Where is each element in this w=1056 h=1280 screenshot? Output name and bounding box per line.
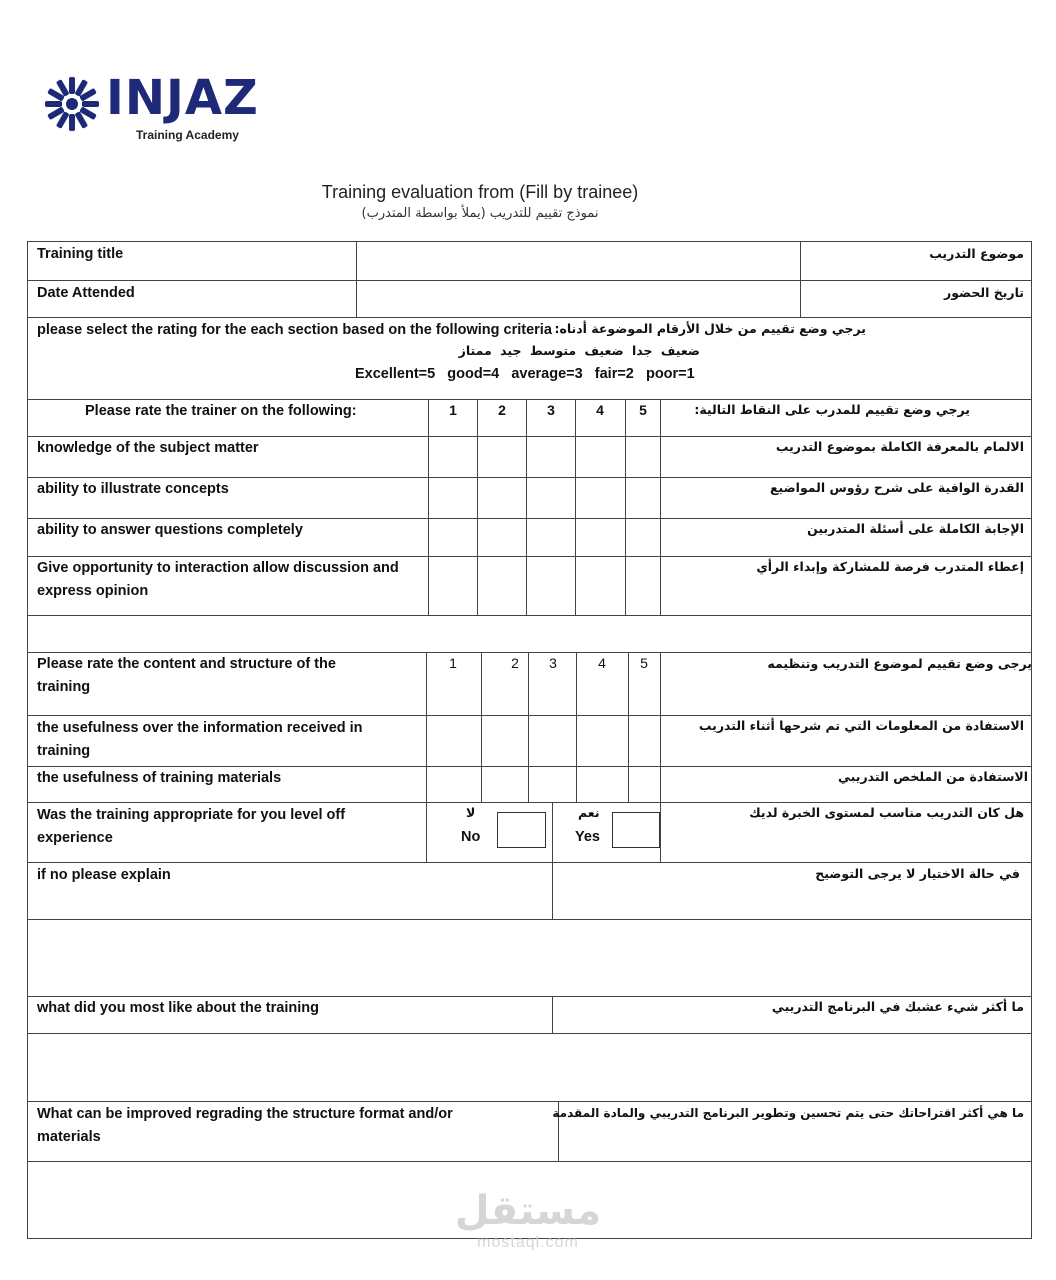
trainer-scale-1: 1: [449, 402, 457, 418]
criteria-scale-arabic: ضعيف جدا ضعيف متوسط جيد ممتاز: [458, 343, 700, 358]
trainer-row-interaction: Give opportunity to interaction allow discussion and express opinion: [37, 560, 399, 599]
liked-label-arabic: ما أكثر شيء عشبك في البرنامج التدريبي: [771, 999, 1024, 1014]
content-scale-2: 2: [511, 655, 519, 671]
liked-answer-area[interactable]: [29, 1035, 1029, 1100]
criteria-scale: Excellent=5 good=4 average=3 fair=2 poor=1: [355, 366, 695, 382]
yes-label-arabic: نعم: [578, 805, 600, 820]
yes-checkbox[interactable]: [612, 812, 660, 848]
no-label-arabic: لا: [466, 805, 476, 820]
trainer-row-illustrate: ability to illustrate concepts: [37, 481, 229, 497]
explain-label-arabic: في حالة الاختيار لا يرجى التوضيح: [815, 866, 1020, 881]
content-scale-1: 1: [449, 655, 457, 671]
form-title: Training evaluation from (Fill by trainee): [321, 182, 639, 202]
appropriate-question-arabic: هل كان التدريب مناسب لمستوى الخبرة لديك: [749, 805, 1024, 820]
content-scale-5: 5: [640, 655, 648, 671]
date-attended-label: Date Attended: [37, 285, 135, 301]
trainer-section-header-arabic: يرجي وضع تقييم للمدرب على النقاط التالية:: [694, 402, 970, 417]
trainer-scale-4: 4: [596, 402, 604, 418]
logo-subtitle: Training Academy: [136, 128, 239, 142]
no-label: No: [461, 829, 481, 845]
liked-label: what did you most like about the training: [37, 1000, 319, 1016]
trainer-scale-2: 2: [498, 402, 506, 418]
trainer-row-answer: ability to answer questions completely: [37, 522, 303, 538]
content-row-materials: the usefulness of training materials: [37, 770, 282, 786]
no-checkbox[interactable]: [497, 812, 546, 848]
yes-label: Yes: [575, 829, 600, 845]
watermark: mostaql.com: [477, 1234, 579, 1251]
trainer-scale-3: 3: [547, 402, 555, 418]
watermark-arabic: مستقل: [454, 1188, 602, 1234]
injaz-sun-logo-icon: [44, 76, 100, 132]
trainer-row-answer-arabic: الإجابة الكاملة على أسئلة المتدربين: [807, 521, 1024, 536]
date-attended-label-arabic: تاريخ الحضور: [944, 285, 1024, 300]
improve-label: What can be improved regrading the structure format and/or materials: [37, 1106, 453, 1145]
trainer-scale-5: 5: [639, 402, 647, 418]
criteria-instruction: please select the rating for the each section based on the following criteria: [37, 322, 552, 338]
content-scale-4: 4: [598, 655, 606, 671]
content-scale-3: 3: [549, 655, 557, 671]
training-title-label: Training title: [37, 246, 124, 262]
date-attended-field[interactable]: [358, 281, 799, 316]
content-row-information-arabic: الاستفادة من المعلومات التي تم شرحها أثناء التدريب: [698, 718, 1024, 733]
content-row-materials-arabic: الاستفادة من الملخص التدريبي: [838, 769, 1028, 784]
trainer-row-knowledge-arabic: الالمام بالمعرفة الكاملة بموضوع التدريب: [775, 439, 1024, 454]
content-section-header-arabic: يرجى وضع تقييم لموضوع التدريب وتنظيمه: [767, 656, 1032, 671]
form-title-arabic: نموذج تقييم للتدريب (يملأ بواسطة المتدرب): [361, 206, 599, 221]
appropriate-question: Was the training appropriate for you level off experience: [37, 807, 346, 846]
explain-answer-area[interactable]: [29, 921, 1029, 995]
trainer-row-knowledge: knowledge of the subject matter: [37, 440, 259, 456]
content-row-information: the usefulness over the information received in training: [37, 720, 363, 759]
trainer-row-interaction-arabic: إعطاء المتدرب فرصة للمشاركة وإبداء الرأي: [756, 559, 1024, 574]
training-title-field[interactable]: [358, 242, 799, 279]
trainer-section-header: Please rate the trainer on the following:: [85, 403, 357, 419]
training-title-label-arabic: موضوع التدريب: [929, 246, 1024, 261]
trainer-row-illustrate-arabic: القدرة الوافية على شرح رؤوس المواضيع: [769, 480, 1024, 495]
logo-wordmark: INJAZ: [106, 70, 259, 126]
improve-label-arabic: ما هي أكثر اقتراحاتك حتى يتم تحسين وتطوير البرنامج التدريبي والمادة المقدمة: [552, 1106, 1024, 1120]
content-section-header: Please rate the content and structure of the training: [37, 656, 336, 695]
criteria-instruction-arabic: يرجي وضع تقييم من خلال الأرقام الموضوعة أدناه:: [554, 321, 866, 336]
explain-label: if no please explain: [37, 867, 171, 883]
